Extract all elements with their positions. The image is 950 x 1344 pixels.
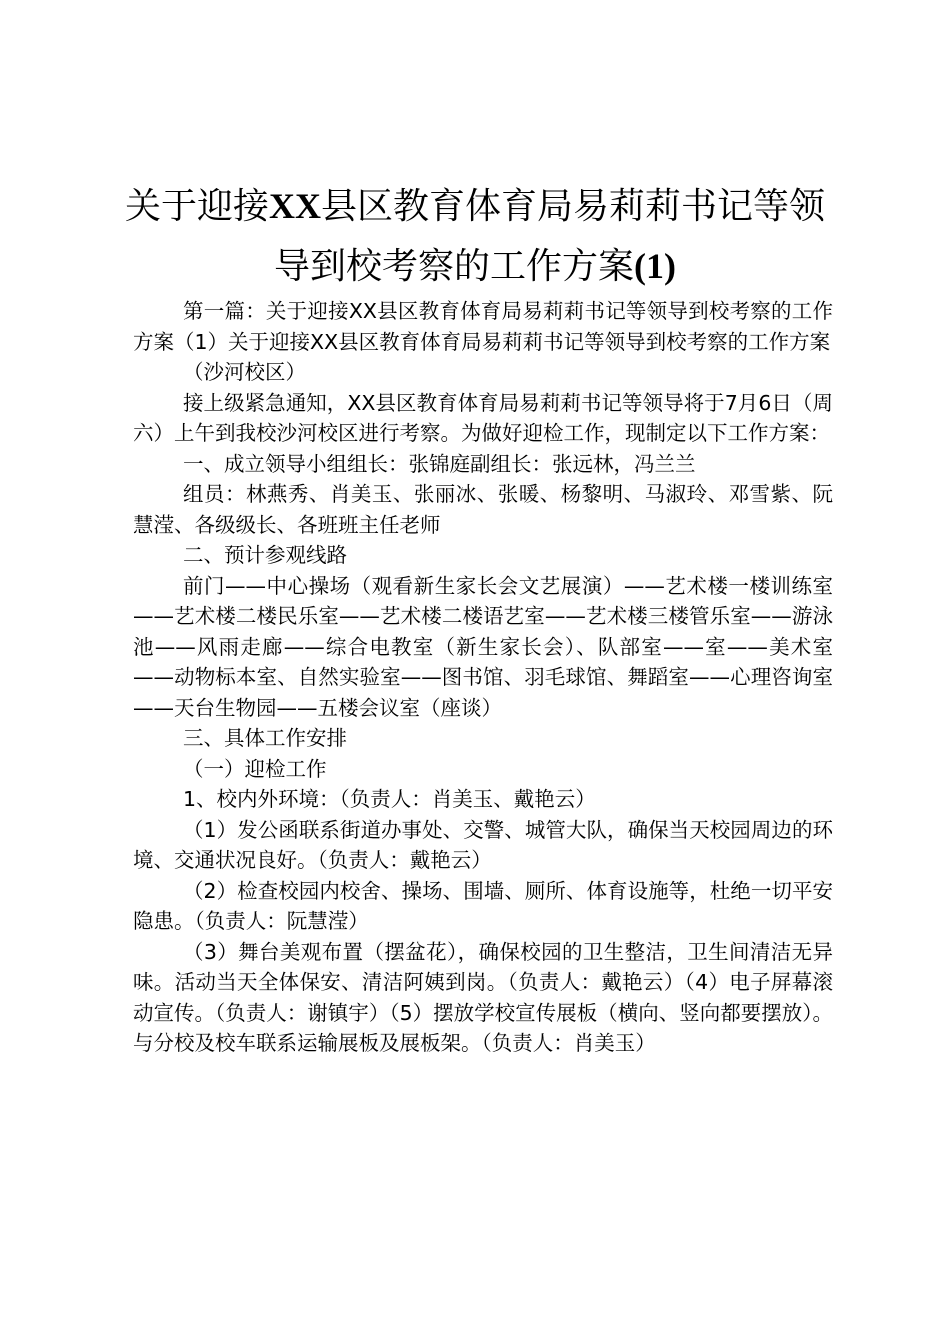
paragraph-notice: 接上级紧急通知，XX县区教育体育局易莉莉书记等领导将于7月6日（周六）上午到我校沙河校区进行考察。为做好迎检工作，现制定以下工作方案：: [133, 390, 833, 445]
title-line-1-post: 县区教育体育局易莉莉书记等领: [321, 186, 826, 227]
paragraph-item-1: （1）发公函联系街道办事处、交警、城管大队，确保当天校园周边的环境、交通状况良好。（负责人：戴艳云）: [133, 817, 833, 872]
paragraph-leadership: 一、成立领导小组组长：张锦庭副组长：张远林，冯兰兰: [183, 451, 696, 476]
paragraph-arrangement-heading: 三、具体工作安排: [183, 726, 347, 750]
title-line-2-pre: 导到校考察的工作方案: [274, 246, 635, 287]
paragraph-campus: （沙河校区）: [183, 360, 306, 384]
paragraph-intro: 第一篇：关于迎接XX县区教育体育局易莉莉书记等领导到校考察的工作方案（1）关于迎接XX县区教育体育局易莉莉书记等领导到校考察的工作方案: [133, 299, 833, 354]
document-title-line-1: [110, 188, 840, 225]
paragraph-environment: 1、校内外环境：（负责人：肖美玉、戴艳云）: [183, 787, 596, 811]
paragraph-members: 组员：林燕秀、肖美玉、张丽冰、张暖、杨黎明、马淑玲、邓雪紫、阮慧滢、各级级长、各班班主任老师: [133, 482, 833, 537]
title-line-1-pre: 关于迎接: [124, 186, 269, 227]
title-line-1-bold: XX: [269, 186, 321, 226]
paragraph-item-3: （3）舞台美观布置（摆盆花），确保校园的卫生整洁，卫生间清洁无异味。活动当天全体保安、清洁阿姨到岗。（负责人：戴艳云）（4）电子屏幕滚动宣传。（负责人：谢镇宇）（5）摆放学校宣传展板（横向、竖向都要摆放）。与分校及校车联系运输展板及展板架。（负责人：肖美玉）: [133, 939, 833, 1055]
paragraph-route-heading: 二、预计参观线路: [183, 543, 347, 567]
title-line-2-bold: (1): [634, 246, 676, 286]
paragraph-route: 前门——中心操场（观看新生家长会文艺展演）——艺术楼一楼训练室——艺术楼二楼民乐室——艺术楼二楼语艺室——艺术楼三楼管乐室——游泳池——风雨走廊——综合电教室（新生家长会）、队部室——室——美术室——动物标本室、自然实验室——图书馆、羽毛球馆、舞蹈室——心理咨询室——天台生物园——五楼会议室（座谈）: [133, 573, 833, 720]
document-body: [133, 296, 833, 1059]
paragraph-inspection-heading: （一）迎检工作: [183, 756, 327, 781]
document-title-line-2: [110, 248, 840, 285]
paragraph-item-2: （2）检查校园内校舍、操场、围墙、厕所、体育设施等，杜绝一切平安隐患。（负责人：阮慧滢）: [133, 878, 833, 933]
